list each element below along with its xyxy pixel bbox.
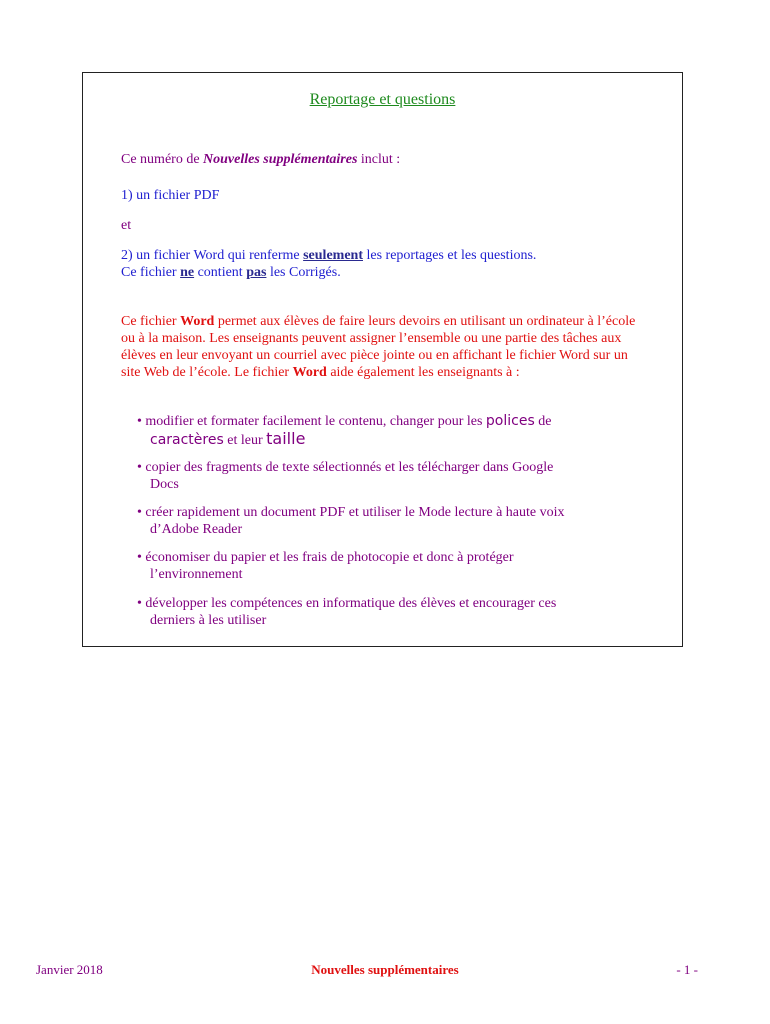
- bullet-5-line-1: • développer les compétences en informatique des élèves et encourager ces: [137, 596, 557, 611]
- bullet-1-text-c: et leur: [223, 433, 267, 448]
- bullet-item: [137, 504, 612, 538]
- bullet-item: [137, 459, 612, 493]
- item-word-b-mid: contient: [194, 265, 247, 280]
- intro-publication-name: Nouvelles supplémentaires: [203, 152, 358, 167]
- content-box: [82, 72, 683, 647]
- para-word-2: Word: [292, 365, 327, 380]
- bullet-item: [137, 413, 612, 449]
- emph-pas: pas: [246, 265, 267, 280]
- item-word-prefix: 2) un fichier Word qui renferme: [121, 248, 304, 263]
- para-text-3: aide également les enseignants à :: [326, 365, 520, 380]
- bullet-1-text-a: • modifier et formater facilement le contenu, changer pour les: [137, 414, 486, 429]
- emph-ne: ne: [180, 265, 195, 280]
- footer-date: Janvier 2018: [36, 962, 103, 977]
- page-title: Reportage et questions: [309, 91, 456, 108]
- word-polices: polices: [485, 413, 535, 429]
- item-word: [121, 247, 652, 281]
- item-word-suffix: les reportages et les questions.: [363, 248, 537, 263]
- word-taille: taille: [266, 429, 306, 448]
- item-word-b-prefix: Ce fichier: [121, 265, 181, 280]
- footer-publication: Nouvelles supplémentaires: [311, 962, 459, 977]
- bullet-item: [137, 595, 612, 629]
- intro-suffix: inclut :: [357, 152, 401, 167]
- para-word-1: Word: [180, 314, 215, 329]
- bullet-1-text-b: de: [534, 414, 552, 429]
- item-word-b-suffix: les Corrigés.: [266, 265, 341, 280]
- word-paragraph: [121, 313, 640, 381]
- item-et: et: [121, 218, 132, 233]
- word-caracteres: caractères: [150, 432, 224, 448]
- para-text-2: permet aux élèves de faire leurs devoirs en utilisant un ordinateur à l’école ou à la maison. Les enseignants peuvent assigner l’ensemble ou une partie des tâches aux élèves en leur envoyant un courriel avec pièce jointe ou en affichant le fichier Word sur un site Web de l’école. Le fichier: [121, 314, 636, 380]
- bullet-item: [137, 549, 612, 583]
- item-pdf: 1) un fichier PDF: [121, 188, 220, 203]
- bullet-4-line-2: l’environnement: [150, 567, 243, 582]
- intro-prefix: Ce numéro de: [121, 152, 204, 167]
- para-text-1: Ce fichier: [121, 314, 181, 329]
- footer-page-number: - 1 -: [676, 962, 698, 977]
- intro-line: [121, 151, 652, 168]
- bullet-3-line-2: d’Adobe Reader: [150, 522, 243, 537]
- emph-seulement: seulement: [303, 248, 363, 263]
- bullet-2-line-2: Docs: [150, 477, 179, 492]
- bullet-4-line-1: • économiser du papier et les frais de photocopie et donc à protéger: [137, 550, 514, 565]
- bullet-5-line-2: derniers à les utiliser: [150, 613, 267, 628]
- bullet-2-line-1: • copier des fragments de texte sélectionnés et les télécharger dans Google: [137, 460, 554, 475]
- bullet-3-line-1: • créer rapidement un document PDF et utiliser le Mode lecture à haute voix: [137, 505, 565, 520]
